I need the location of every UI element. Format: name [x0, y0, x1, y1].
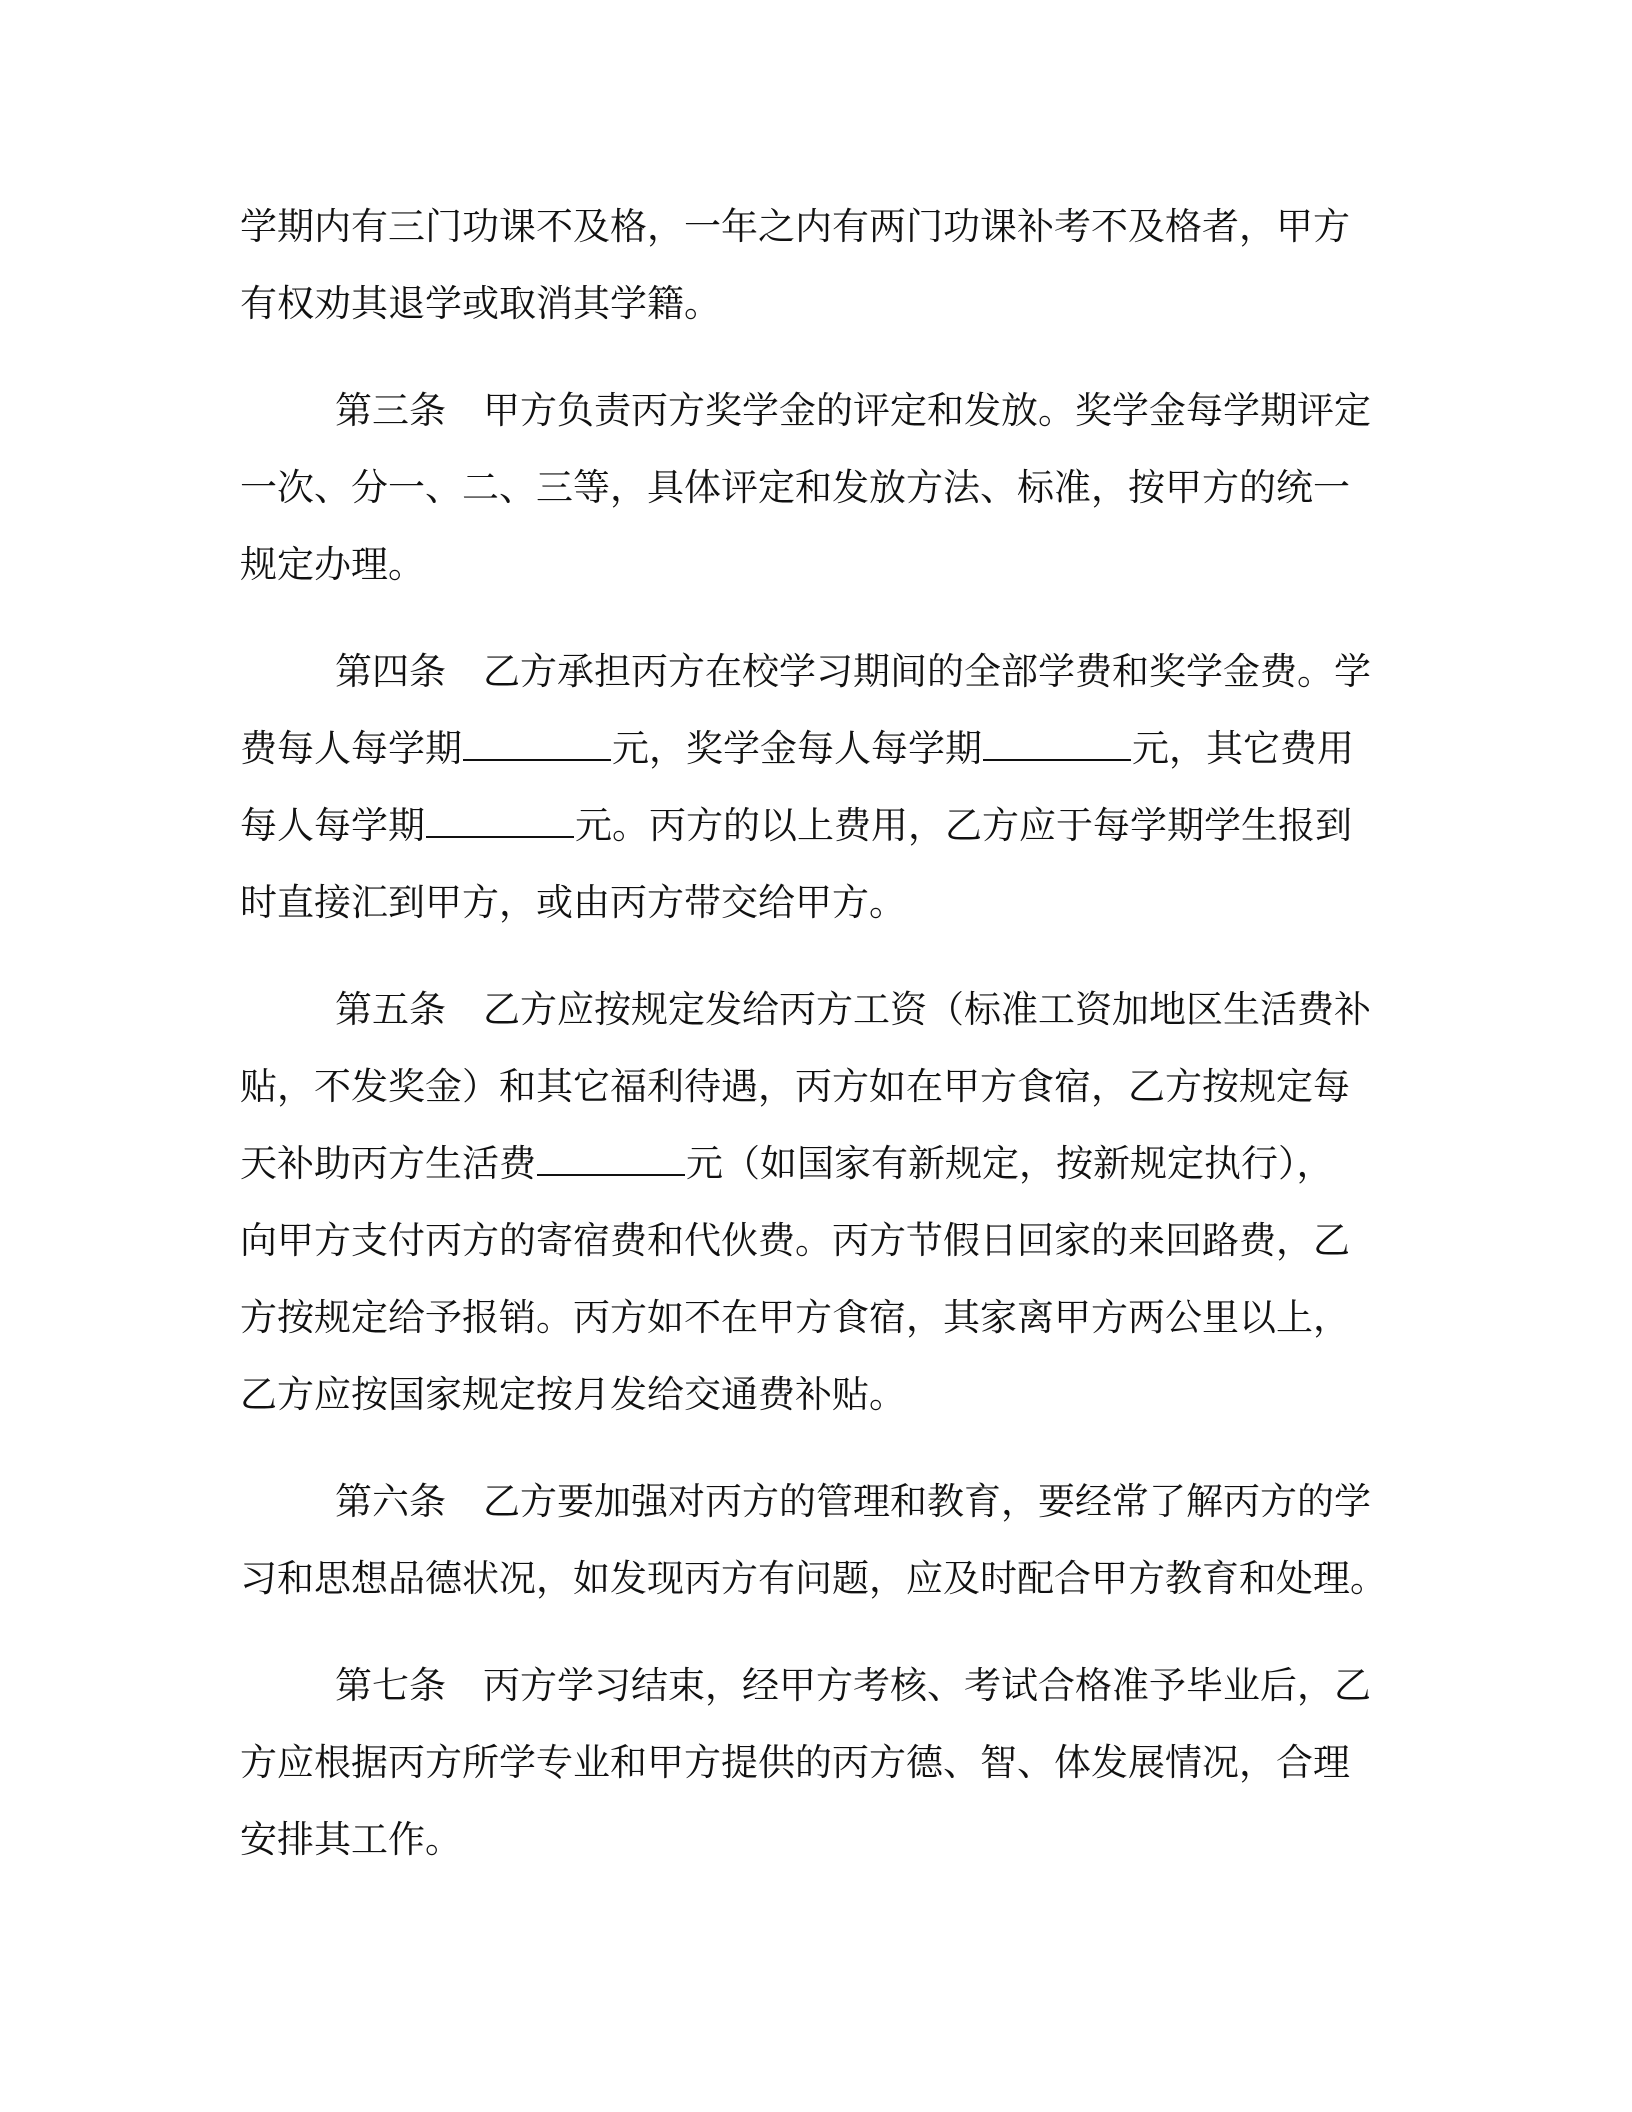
text-line: 第七条 丙方学习结束，经甲方考核、考试合格准予毕业后，乙	[335, 1664, 1371, 1707]
fill-in-blank-other-fees	[426, 804, 574, 838]
text-line-with-blanks	[240, 1125, 1390, 1202]
document-body	[240, 188, 1390, 1878]
fill-in-blank-scholarship	[983, 727, 1131, 761]
text-segment: 每人每学期	[240, 804, 425, 847]
paragraph-article-6	[240, 1463, 1390, 1617]
text-segment: 元。丙方的以上费用，乙方应于每学期学生报到	[575, 804, 1352, 847]
paragraph-article-3	[240, 372, 1390, 603]
fill-in-blank-living-allowance	[537, 1142, 685, 1176]
text-line: 规定办理。	[240, 543, 425, 586]
text-line: 时直接汇到甲方，或由丙方带交给甲方。	[240, 881, 906, 924]
text-line: 一次、分一、二、三等，具体评定和发放方法、标准，按甲方的统一	[240, 466, 1350, 509]
text-segment: 天补助丙方生活费	[240, 1142, 536, 1185]
text-line-with-blanks	[240, 710, 1390, 787]
text-line: 有权劝其退学或取消其学籍。	[240, 282, 721, 325]
text-segment: 元（如国家有新规定，按新规定执行），	[686, 1142, 1334, 1185]
text-line: 习和思想品德状况，如发现丙方有问题，应及时配合甲方教育和处理。	[240, 1557, 1387, 1600]
text-line: 方应根据丙方所学专业和甲方提供的丙方德、智、体发展情况，合理	[240, 1741, 1350, 1784]
text-segment: 费每人每学期	[240, 727, 462, 770]
paragraph-article-7	[240, 1647, 1390, 1878]
text-line: 方按规定给予报销。丙方如不在甲方食宿，其家离甲方两公里以上，	[240, 1296, 1350, 1339]
text-line: 第五条 乙方应按规定发给丙方工资（标准工资加地区生活费补	[335, 988, 1371, 1031]
text-line: 向甲方支付丙方的寄宿费和代伙费。丙方节假日回家的来回路费，乙	[240, 1219, 1350, 1262]
text-line: 乙方应按国家规定按月发给交通费补贴。	[240, 1373, 906, 1416]
text-line: 贴，不发奖金）和其它福利待遇，丙方如在甲方食宿，乙方按规定每	[240, 1065, 1350, 1108]
text-line: 学期内有三门功课不及格，一年之内有两门功课补考不及格者，甲方	[240, 205, 1350, 248]
paragraph-article-5	[240, 971, 1390, 1433]
paragraph-continuation	[240, 188, 1390, 342]
fill-in-blank-tuition	[463, 727, 611, 761]
text-line: 安排其工作。	[240, 1818, 462, 1861]
text-line: 第四条 乙方承担丙方在校学习期间的全部学费和奖学金费。学	[335, 650, 1371, 693]
text-line: 第三条 甲方负责丙方奖学金的评定和发放。奖学金每学期评定	[335, 389, 1371, 432]
text-segment: 元，奖学金每人每学期	[612, 727, 982, 770]
text-line: 第六条 乙方要加强对丙方的管理和教育，要经常了解丙方的学	[335, 1480, 1371, 1523]
text-line-with-blanks	[240, 787, 1390, 864]
text-segment: 元，其它费用	[1132, 727, 1354, 770]
paragraph-article-4	[240, 633, 1390, 941]
